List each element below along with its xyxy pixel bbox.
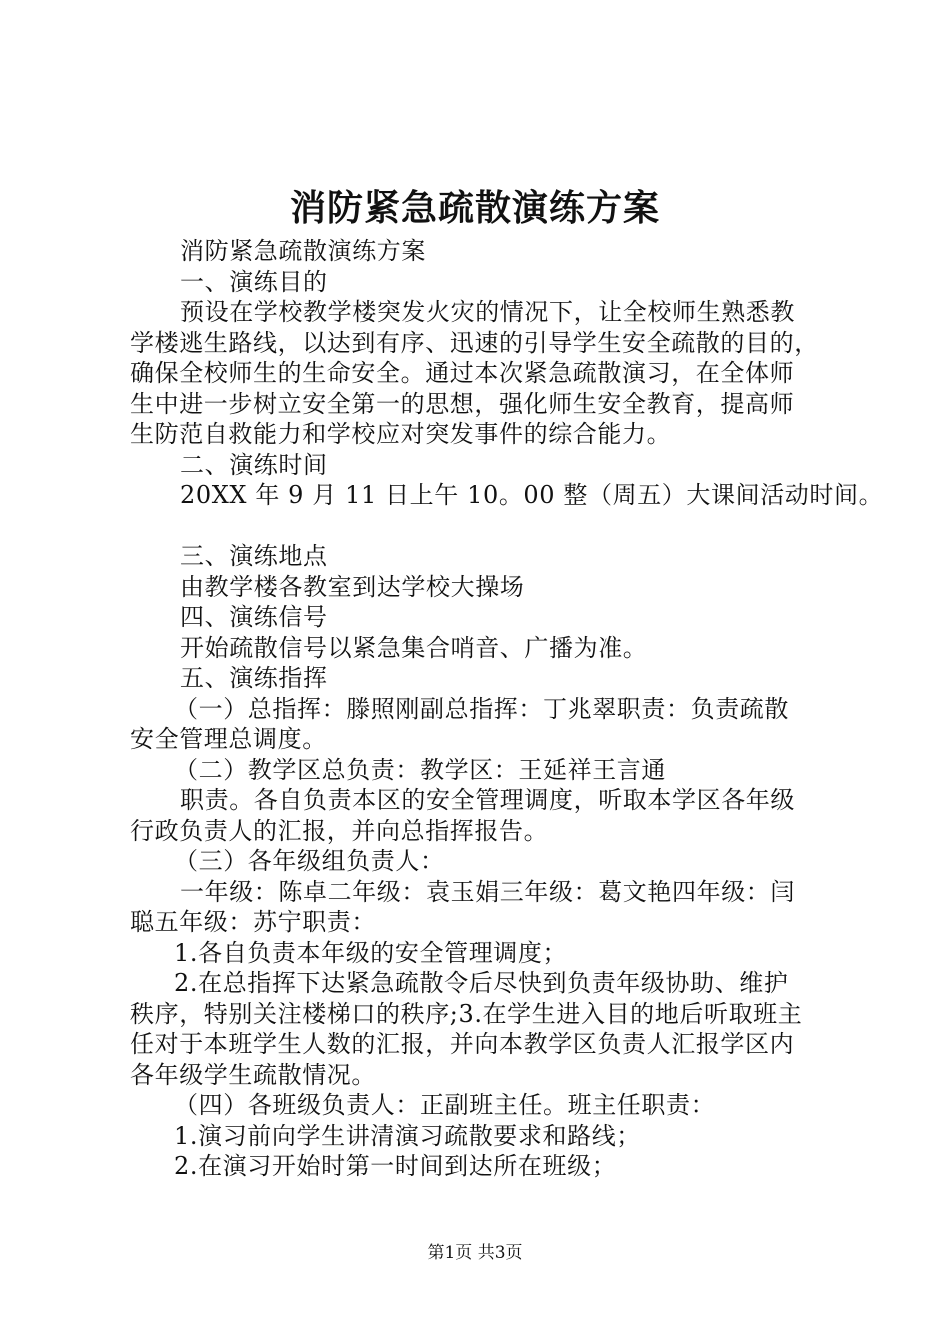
document-body (130, 236, 884, 1182)
section-heading: 一、演练目的 (180, 267, 328, 296)
body-line: 2.在演习开始时第一时间到达所在班级； (174, 1152, 617, 1180)
body-line: （一）总指挥：滕照刚副总指挥：丁兆翠职责：负责疏散 (174, 694, 789, 723)
section-heading: 二、演练时间 (180, 450, 328, 479)
blank-line (130, 511, 842, 542)
body-line: 聪五年级：苏宁职责： (130, 908, 376, 936)
section-heading: 五、演练指挥 (180, 664, 328, 692)
body-line: 学楼逃生路线，以达到有序、迅速的引导学生安全疏散的目的， (130, 328, 819, 357)
body-line: 1.各自负责本年级的安全管理调度； (174, 938, 568, 967)
body-line: 行政负责人的汇报，并向总指挥报告。 (130, 816, 549, 845)
section-heading: 三、演练地点 (180, 542, 328, 570)
body-line: 秩序，特别关注楼梯口的秩序;3.在学生进入目的地后听取班主 (130, 999, 803, 1028)
body-line: 职责。各自负责本区的安全管理调度，听取本学区各年级 (180, 786, 795, 814)
section-heading: 四、演练信号 (180, 603, 328, 631)
document-title: 消防紧急疏散演练方案 (289, 187, 660, 229)
body-line: （四）各班级负责人：正副班主任。班主任职责： (174, 1091, 716, 1119)
body-line: 确保全校师生的生命安全。通过本次紧急疏散演习，在全体师 (130, 359, 795, 387)
body-line: 消防紧急疏散演练方案 (180, 237, 426, 265)
body-line: 生防范自救能力和学校应对突发事件的综合能力。 (130, 420, 672, 448)
body-line: 2.在总指挥下达紧急疏散令后尽快到负责年级协助、维护 (174, 969, 789, 997)
page-footer: 第1页 共3页 (427, 1243, 523, 1263)
body-line: （二）教学区总负责：教学区：王延祥王言通 (174, 755, 666, 784)
body-line: 开始疏散信号以紧急集合哨音、广播为准。 (180, 633, 648, 662)
body-line: 生中进一步树立安全第一的思想，强化师生安全教育，提高师 (130, 389, 795, 418)
body-line: 安全管理总调度。 (130, 725, 327, 753)
body-line: 一年级：陈卓二年级：袁玉娟三年级：葛文艳四年级：闫 (180, 877, 795, 906)
body-line: 任对于本班学生人数的汇报，并向本教学区负责人汇报学区内 (130, 1030, 795, 1058)
body-line: 由教学楼各教室到达学校大操场 (180, 572, 525, 601)
body-line: 各年级学生疏散情况。 (130, 1060, 376, 1089)
body-line: 1.演习前向学生讲清演习疏散要求和路线； (174, 1121, 641, 1150)
body-line: 20XX 年 9 月 11 日上午 10。00 整（周五）大课间活动时间。 (180, 481, 884, 509)
body-line: （三）各年级组负责人： (174, 847, 445, 875)
body-line: 预设在学校教学楼突发火灾的情况下，让全校师生熟悉教 (180, 298, 795, 326)
